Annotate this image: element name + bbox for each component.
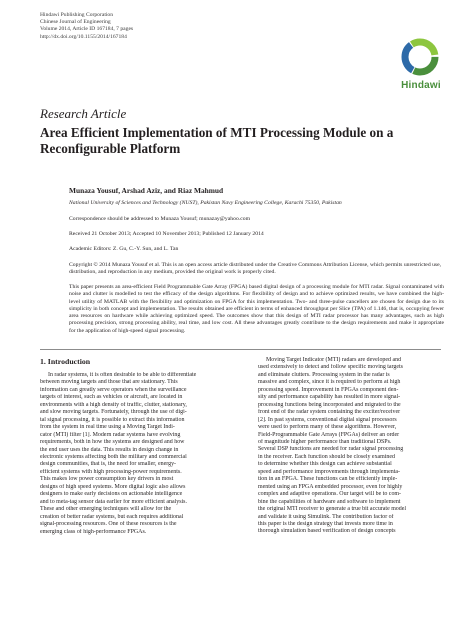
body-text-line: design communities, that is, the need for smaller, energy- bbox=[40, 461, 177, 468]
journal-header bbox=[40, 12, 133, 41]
body-text-line: between moving targets and those that are stationary. This bbox=[40, 379, 178, 386]
publisher-name: Hindawi Publishing Corporation bbox=[40, 12, 114, 18]
body-text-line: complex and adaptive operations. Our target will be to com- bbox=[258, 491, 402, 498]
body-text-line: speed and performance improvements through implementa- bbox=[258, 468, 400, 475]
body-text-line: and slow moving targets. Fortunately, through the use of digi- bbox=[40, 409, 187, 416]
body-text-line: These and other emerging techniques will allow for the bbox=[40, 506, 172, 513]
section-divider bbox=[40, 349, 441, 350]
body-text-line: environments with a high density of traffic, clutter, stationary, bbox=[40, 401, 187, 408]
body-text-line: Field-Programmable Gate Arrays (FPGAs) deliver an order bbox=[258, 431, 400, 438]
body-text-line: signal-processing resources. One of these resources is the bbox=[40, 521, 177, 528]
body-text-line: [2]. In past systems, conventional digital signal processors bbox=[258, 416, 397, 423]
body-text-line: creation of better radar systems, but each requires additional bbox=[40, 513, 184, 520]
body-text-line: targets of interest, such as vehicles or aircraft, are located in bbox=[40, 394, 183, 401]
body-text-line: the end user uses the data. This results in design change in bbox=[40, 446, 179, 453]
body-text-line: used extensively to detect and follow specific moving targets bbox=[258, 364, 403, 371]
body-text-line: thorough simulation based verification of design concepts bbox=[258, 528, 396, 535]
body-text-line: designers to make early decisions on actionable intelligence bbox=[40, 491, 183, 498]
introduction-heading: 1. Introduction bbox=[40, 357, 91, 366]
body-text-line: mented using an FPGA embedded processor, even for highly bbox=[258, 483, 403, 490]
body-text-line: tal signal processing, it is possible to extract this information bbox=[40, 416, 185, 423]
body-text-line: emerging class of high-performance FPGAs. bbox=[40, 528, 147, 535]
body-text-line: of magnitude higher performance than traditional DSPs. bbox=[258, 438, 392, 445]
academic-editors: Academic Editors: Z. Gu, C.-Y. Sun, and L. Tan bbox=[69, 246, 179, 252]
body-text-line: designs of high speed systems. More digital logic also allows bbox=[40, 483, 186, 490]
body-text-line: cator (MTI) filter [1]. Modern radar systems have evolving bbox=[40, 431, 181, 438]
body-text-line: and eliminate clutters. Processing system in the radar is bbox=[258, 371, 390, 378]
body-text-line: were used to perform many of these algorithms. However, bbox=[258, 424, 397, 431]
affiliation: National University of Sciences and Technology (NUST), Pakistan Navy Engineering College, Karachi 75350, Pakistan bbox=[69, 200, 342, 206]
body-text-line: from the system in real time using a Moving Target Indi- bbox=[40, 424, 175, 431]
intro-right-column bbox=[258, 357, 441, 536]
hindawi-logo-text: Hindawi bbox=[401, 80, 441, 91]
body-text-line: bine the capabilities of hardware and software to implement bbox=[258, 498, 401, 505]
body-text-line: requirements, both in how the systems are designed and how bbox=[40, 439, 185, 446]
article-type: Research Article bbox=[40, 106, 127, 121]
correspondence: Correspondence should be addressed to Munaza Yousuf; munazay@yahoo.com bbox=[69, 216, 251, 222]
article-title: Area Efficient Implementation of MTI Processing Module on a Reconfigurable Platform bbox=[40, 125, 394, 156]
body-text-line: to determine whether this design can achieve substantial bbox=[258, 461, 392, 468]
body-text-line: front end of the radar system containing the exciter/receiver bbox=[258, 409, 401, 416]
body-text-line: and validate it using Simulink. The contribution factor of bbox=[258, 513, 394, 520]
intro-left-column bbox=[40, 372, 228, 536]
body-text-line: and to meta-tag sensor data earlier for more efficient analysis. bbox=[40, 498, 187, 505]
body-text-line: Several DSP functions are needed for radar signal processing bbox=[258, 446, 404, 453]
author-list: Munaza Yousuf, Arshad Aziz, and Riaz Mahmud bbox=[69, 186, 224, 195]
body-text-line: electronic systems affecting both the military and commercial bbox=[40, 453, 187, 460]
volume-info: Volume 2014, Article ID 167184, 7 pages bbox=[40, 26, 134, 33]
body-text-line: efficient systems with high processing-power requirements. bbox=[40, 468, 182, 475]
body-text-line: In radar systems, it is often desirable to be able to differentiate bbox=[48, 372, 197, 378]
body-text-line: processing functions being incorporated and migrated to the bbox=[258, 401, 401, 408]
body-text-line: processing speed. Improvement in FPGAs component den- bbox=[258, 386, 399, 393]
journal-name: Chinese Journal of Engineering bbox=[40, 19, 111, 26]
copyright-notice: Copyright © 2014 Munaza Yousuf et al. This is an open access article distributed under the Creative Commons Attribution License, which permits unrestricted use, distribution, and reproduction in any medium, provided the original work is properly cited. bbox=[69, 262, 442, 276]
body-text-line: this paper is the design strategy that invests more time in bbox=[258, 520, 393, 527]
body-text-line: massive and complex, since it is required to perform at high bbox=[258, 379, 401, 386]
hindawi-logo-icon bbox=[395, 36, 445, 82]
body-text-line: Moving Target Indicator (MTI) radars are developed and bbox=[266, 357, 402, 363]
body-text-line: sity and performance capability has resulted in more signal- bbox=[258, 394, 401, 401]
body-text-line: information can greatly serve operators when the surveillance bbox=[40, 386, 187, 393]
body-text-line: the original MTI receiver to generate a true bit accurate model bbox=[258, 506, 407, 513]
abstract: This paper presents an area-efficient Field Programmable Gate Array (FPGA) based digital design of a processing module for MTI radar. Signal contaminated with noise and clutter is modelled to test the efficacy of the design algorithms. For flexibility of design and to achieve optimized results, we have combined the high-level utility of MATLAB with the flexibility and optimization on FPGA for this implementation. Two- and three-pulse cancellers are chosen for design due to its simplicity in both concept and implementation. The results obtained are efficient in terms of enhanced throughput per Slice (TPA) of 1.146, that is, occupying fewer area resources on hardware while achieving optimized speed. The outcomes show that this design of MTI radar processor has many advantages, such as high processing precision, strong processing ability, real time, and low cost. All these advantages greatly contribute to the design requirements and make it appropriate for the application of high-speed signal processing. bbox=[69, 284, 444, 334]
doi-link[interactable]: http://dx.doi.org/10.1155/2014/167184 bbox=[40, 33, 127, 40]
body-text-line: in the receiver. Each function should be closely examined bbox=[258, 453, 396, 460]
body-text-line: This makes low power consumption key drivers in most bbox=[40, 476, 174, 483]
publication-dates: Received 21 October 2013; Accepted 10 November 2013; Published 12 January 2014 bbox=[69, 231, 264, 237]
body-text-line: tion in an FPGA. These functions can be efficiently imple- bbox=[258, 476, 398, 483]
